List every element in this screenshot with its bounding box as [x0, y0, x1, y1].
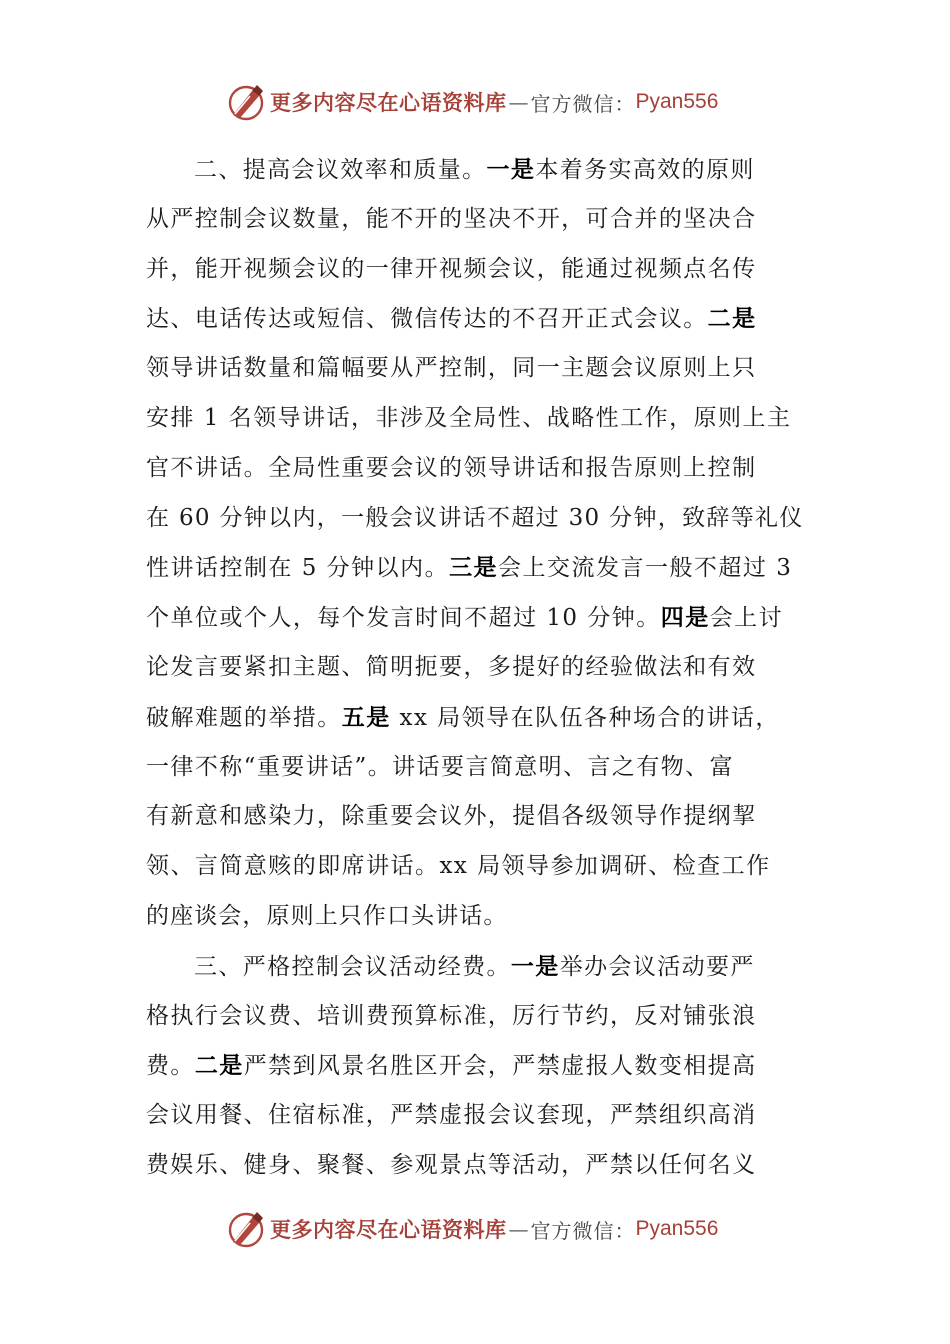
text-line [146, 643, 816, 693]
text-segment: 领、言简意赅的即席讲话。xx 局领导参加调研、检查工作 [146, 853, 771, 880]
text-segment: 性讲话控制在 5 分钟以内。 [146, 555, 450, 582]
bold-marker: 一是 [510, 952, 560, 980]
text-segment: 达、电话传达或短信、微信传达的不召开正式会议。 [146, 306, 708, 333]
text-line [146, 892, 816, 942]
text-segment: 会议用餐、住宿标准，严禁虚报会议套现，严禁组织高消 [146, 1102, 757, 1129]
text-segment: 官不讲话。全局性重要会议的领导讲话和报告原则上控制 [146, 454, 757, 481]
text-segment: 从严控制会议数量，能不开的坚决不开，可合并的坚决合 [146, 205, 757, 232]
text-line [146, 294, 816, 344]
bold-marker: 二是 [194, 1052, 244, 1080]
text-segment: 本着务实高效的原则 [535, 157, 755, 183]
bold-marker: 一是 [486, 156, 536, 183]
text-segment: 举办会议活动要严 [559, 953, 755, 980]
text-segment: 论发言要紧扣主题、简明扼要，多提好的经验做法和有效 [146, 653, 757, 680]
banner-wechat-label: 官方微信： [530, 91, 636, 116]
banner-separator: — [508, 90, 529, 114]
text-line [146, 394, 816, 444]
text-line [146, 792, 816, 842]
bold-marker: 四是 [660, 604, 710, 632]
text-segment: 二、提高会议效率和质量。 [194, 157, 487, 183]
text-segment: 一律不称“重要讲话”。讲话要言简意明、言之有物、富 [146, 753, 735, 780]
text-line [146, 494, 816, 544]
text-segment: 格执行会议费、培训费预算标准，厉行节约，反对铺张浪 [146, 1002, 757, 1029]
text-segment: 破解难题的举措。 [146, 704, 342, 731]
footer-banner [226, 1207, 718, 1251]
text-segment: 领导讲话数量和篇幅要从严控制，同一主题会议原则上只 [146, 355, 757, 382]
text-line [146, 195, 816, 245]
text-segment: 费。 [146, 1053, 195, 1080]
banner-separator: — [508, 1217, 529, 1241]
text-line [146, 1041, 816, 1091]
text-segment: 有新意和感染力，除重要会议外，提倡各级领导作提纲挈 [146, 803, 757, 830]
text-line [146, 842, 816, 892]
text-segment: 安排 1 名领导讲话，非涉及全局性、战略性工作，原则上主 [146, 404, 792, 431]
text-segment: 会上交流发言一般不超过 3 [498, 555, 793, 582]
text-line [146, 245, 816, 295]
text-line [146, 992, 816, 1042]
text-line [146, 1091, 816, 1141]
text-segment: 严禁到风景名胜区开会，严禁虚报人数变相提高 [243, 1053, 757, 1080]
bold-marker: 五是 [341, 703, 391, 731]
text-segment: 费娱乐、健身、聚餐、参观景点等活动，严禁以任何名义 [146, 1151, 757, 1178]
text-line [146, 693, 816, 743]
banner-slogan: 更多内容尽在心语资料库 [270, 90, 507, 115]
text-line [146, 593, 816, 643]
banner-wechat-id: Pyan556 [635, 90, 719, 113]
text-line [146, 743, 816, 793]
text-line [146, 444, 816, 494]
banner-wechat-id: Pyan556 [635, 1217, 719, 1240]
text-segment: 在 60 分钟以内，一般会议讲话不超过 30 分钟，致辞等礼仪 [146, 504, 804, 531]
bold-marker: 二是 [707, 305, 757, 333]
text-segment: 并，能开视频会议的一律开视频会议，能通过视频点名传 [146, 255, 757, 282]
pen-nib-logo-icon [226, 82, 266, 122]
text-segment: xx 局领导在队伍各种场合的讲话， [390, 704, 780, 731]
bold-marker: 三是 [449, 554, 499, 582]
banner-wechat-label: 官方微信： [530, 1218, 636, 1243]
banner-slogan: 更多内容尽在心语资料库 [270, 1217, 507, 1242]
text-line [146, 344, 816, 394]
text-line [146, 543, 816, 593]
document-body [146, 145, 816, 1191]
header-banner [226, 80, 718, 124]
text-segment: 三、严格控制会议活动经费。 [194, 953, 511, 980]
text-line [146, 1141, 816, 1191]
text-segment: 的座谈会，原则上只作口头讲话。 [146, 902, 508, 929]
text-segment: 会上讨 [709, 605, 784, 632]
text-line [146, 942, 816, 992]
text-segment: 个单位或个人，每个发言时间不超过 10 分钟。 [146, 605, 661, 632]
text-line [146, 145, 816, 195]
pen-nib-logo-icon [226, 1209, 266, 1249]
